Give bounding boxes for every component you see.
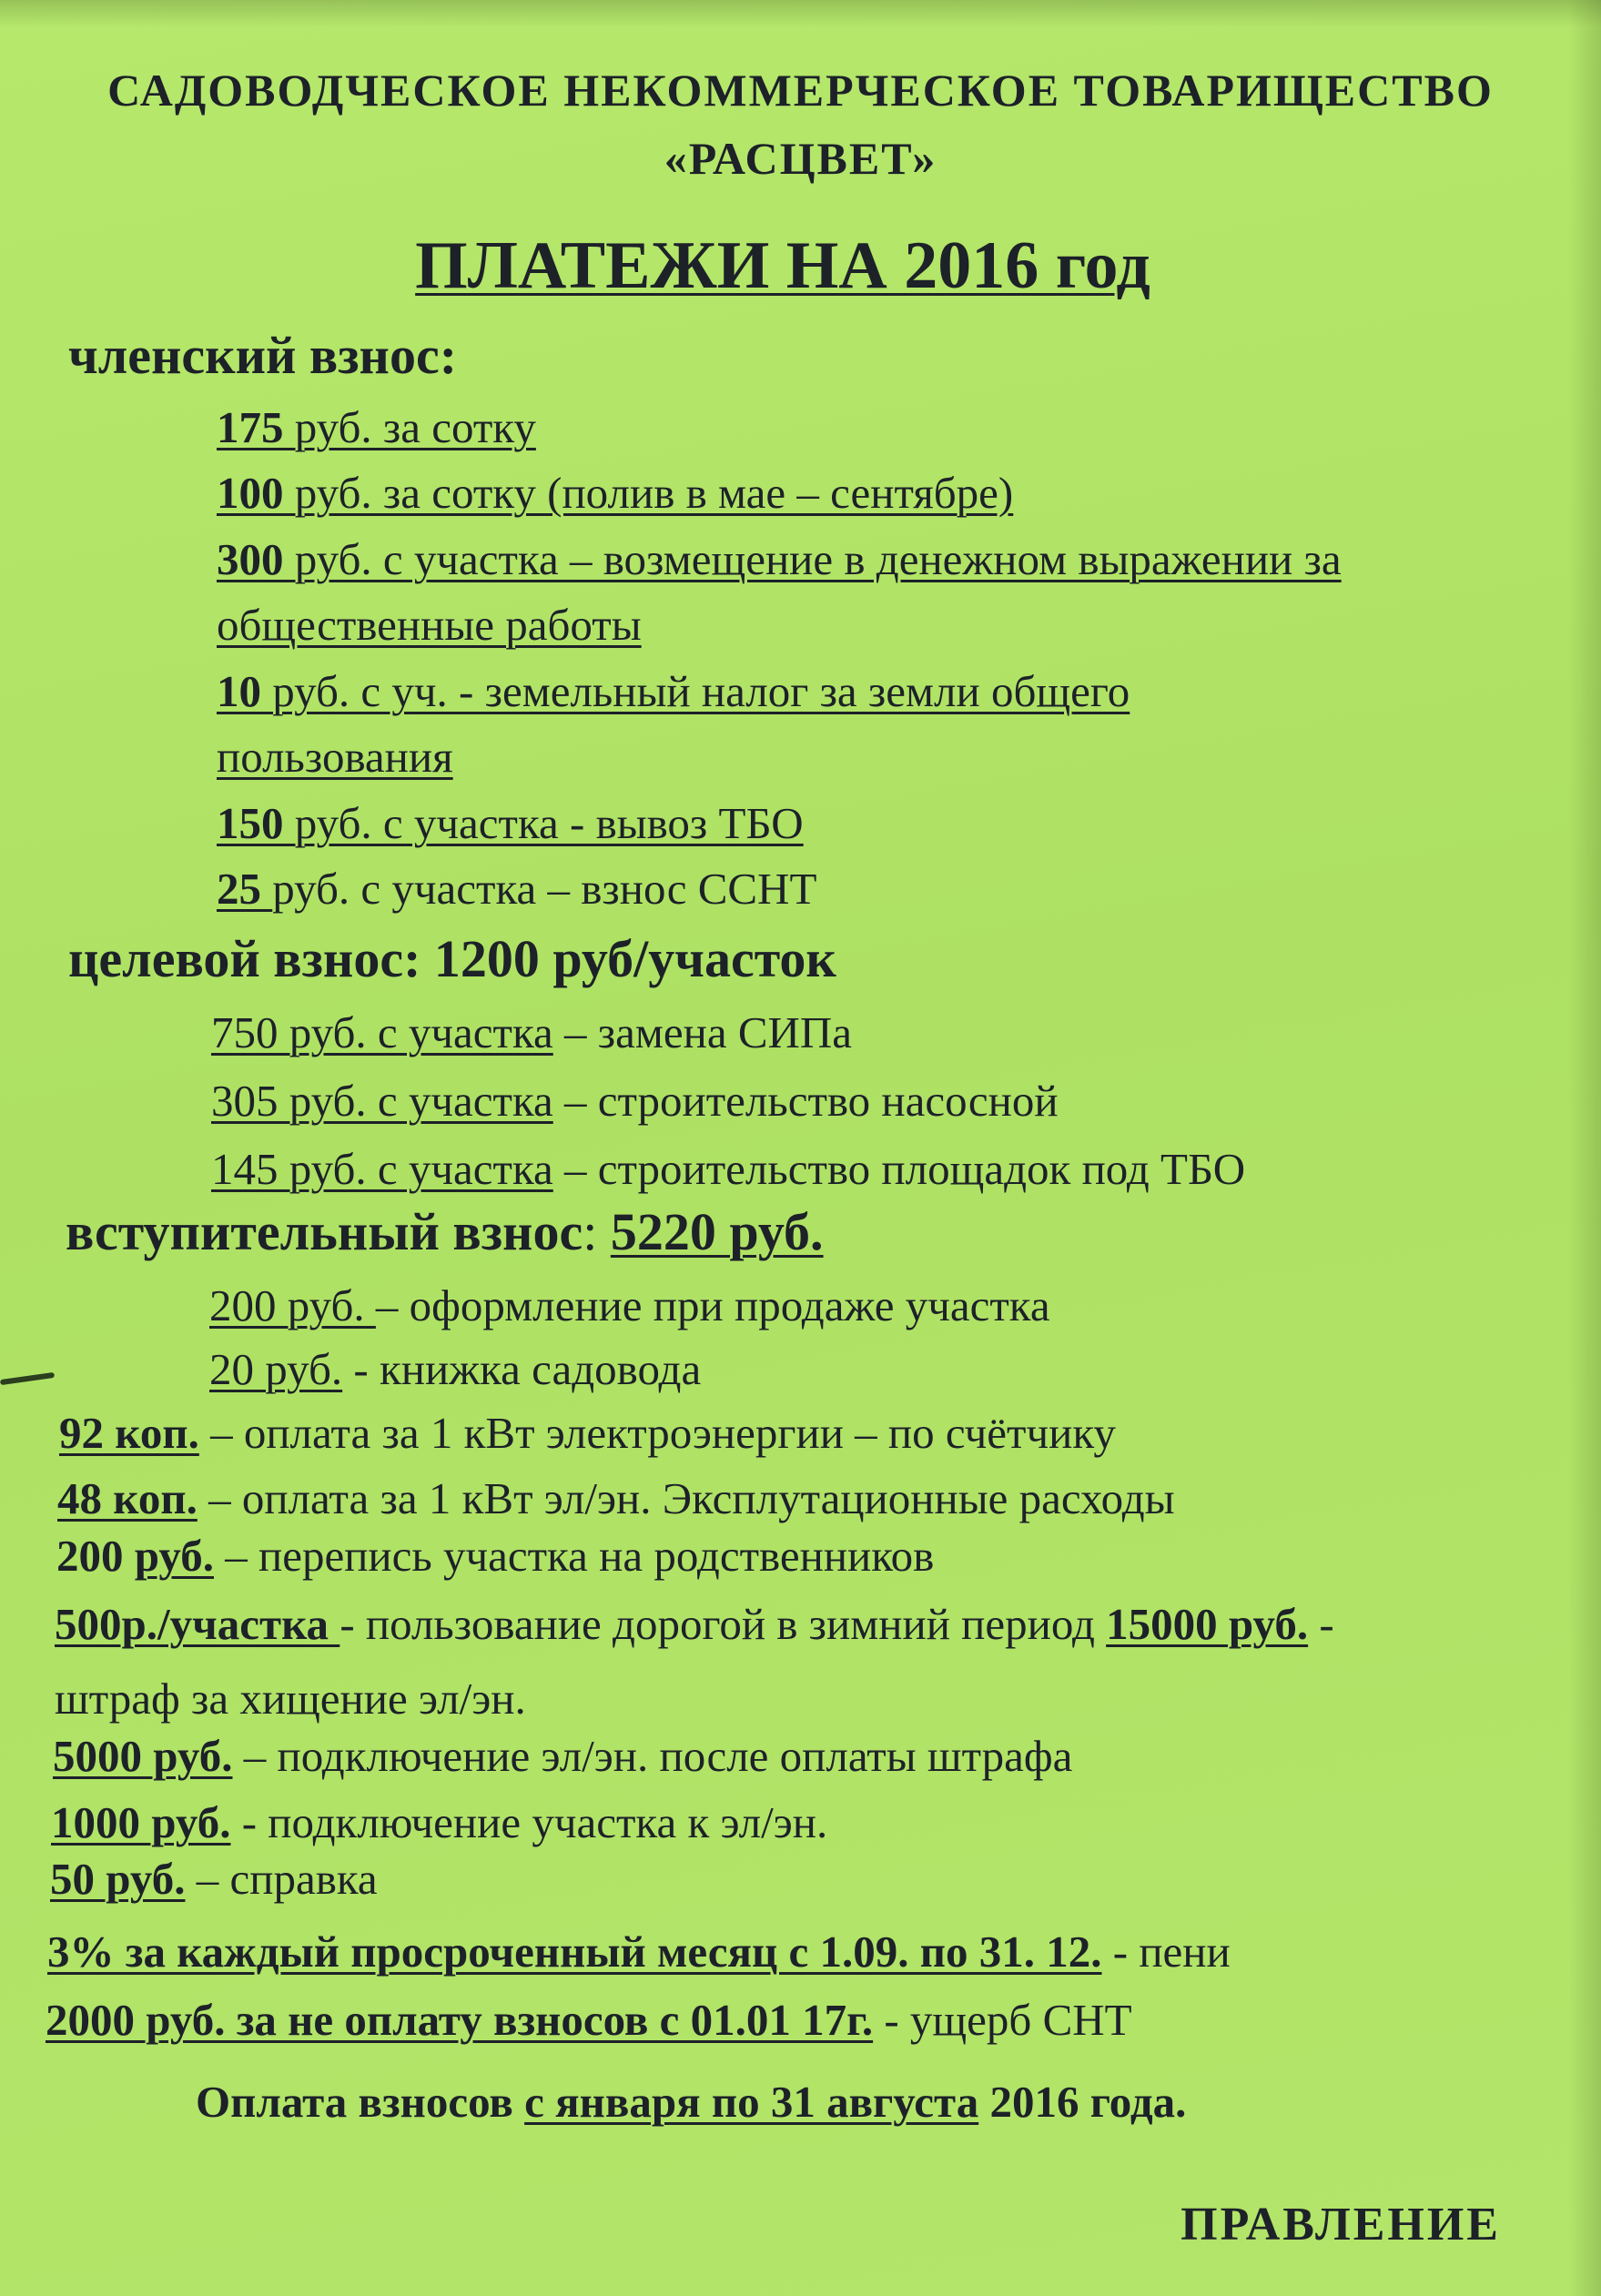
payment-period: Оплата взносов с января по 31 августа 2016 года. [196, 2077, 1187, 2127]
other-item-7: 50 руб. – справка [50, 1854, 378, 1904]
target-item-1: 750 руб. с участка – замена СИПа [211, 1007, 853, 1057]
other-item-4: 500р./участка - пользование дорогой в зимний период 15000 руб. - [55, 1599, 1334, 1649]
membership-item-2: 100 руб. за сотку (полив в мае – сентябре) [217, 468, 1014, 518]
membership-item-5: 150 руб. с участка - вывоз ТБО [217, 798, 804, 848]
paper-shadow-top [0, 0, 1601, 27]
other-item-4-cont: штраф за хищение эл/эн. [55, 1674, 526, 1724]
membership-item-3-cont: общественные работы [217, 600, 642, 650]
entry-heading: вступительный взнос: 5220 руб. [66, 1202, 824, 1261]
other-item-6: 1000 руб. - подключение участка к эл/эн. [51, 1797, 828, 1847]
membership-item-4-cont: пользования [217, 732, 453, 782]
other-item-3: 200 руб. – перепись участка на родственников [56, 1531, 935, 1581]
penalty-item-2: 2000 руб. за не оплату взносов с 01.01 17г. - ущерб СНТ [46, 1995, 1132, 2045]
membership-item-4: 10 руб. с уч. - земельный налог за земли общего [217, 666, 1130, 716]
target-item-2: 305 руб. с участка – строительство насосной [211, 1076, 1059, 1126]
membership-item-6: 25 руб. с участка – взнос ССНТ [217, 864, 817, 914]
membership-item-3: 300 руб. с участка – возмещение в денежном выражении за [217, 534, 1342, 584]
entry-item-2: 20 руб. - книжка садовода [209, 1344, 702, 1394]
membership-item-1: 175 руб. за сотку [217, 402, 536, 452]
other-item-5: 5000 руб. – подключение эл/эн. после оплаты штрафа [53, 1731, 1073, 1781]
other-item-1: 92 коп. – оплата за 1 кВт электроэнергии – по счётчику [59, 1408, 1116, 1458]
target-item-3: 145 руб. с участка – строительство площадок под ТБО [211, 1144, 1246, 1194]
signature-board: ПРАВЛЕНИЕ [1180, 2199, 1501, 2250]
other-item-2: 48 коп. – оплата за 1 кВт эл/эн. Эксплутационные расходы [57, 1473, 1175, 1523]
paper-shadow-right [1568, 0, 1601, 2296]
target-heading: целевой взнос: 1200 руб/участок [68, 929, 836, 988]
entry-item-1: 200 руб. – оформление при продаже участка [209, 1280, 1050, 1330]
page-title-text: ПЛАТЕЖИ НА 2016 год [415, 228, 1150, 303]
org-name-line1: САДОВОДЧЕСКОЕ НЕКОММЕРЧЕСКОЕ ТОВАРИЩЕСТВО [107, 65, 1494, 116]
page-title [0, 228, 1566, 305]
org-name-line2: «РАСЦВЕТ» [664, 133, 937, 184]
penalty-item-1: 3% за каждый просроченный месяц с 1.09. по 31. 12. - пени [47, 1927, 1231, 1977]
membership-heading: членский взнос: [68, 326, 458, 385]
